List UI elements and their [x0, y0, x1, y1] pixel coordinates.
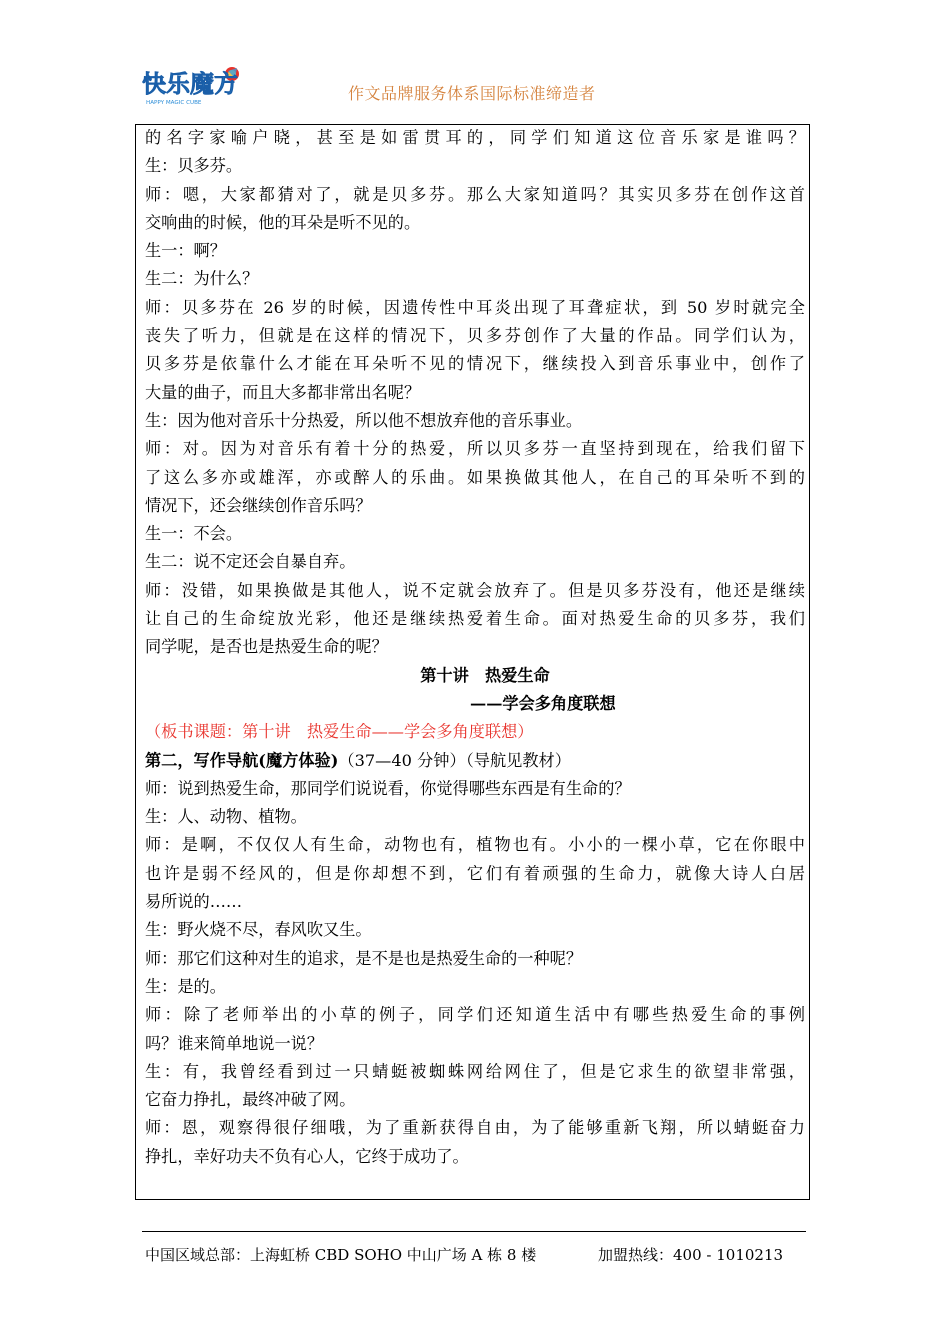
text-line: 师：嗯，大家都猜对了，就是贝多芬。那么大家知道吗？其实贝多芬在创作这首: [145, 184, 805, 204]
footer-address: 中国区域总部：上海虹桥 CBD SOHO 中山广场 A 栋 8 楼: [145, 1246, 537, 1264]
brand-logo: [140, 60, 245, 108]
section-heading-bold: 第二，写作导航(魔方体验): [145, 750, 339, 770]
text-line: 了这么多亦或雄浑，亦或醉人的乐曲。如果换做其他人，在自己的耳朵听不到的: [145, 467, 805, 487]
text-line: 生：有，我曾经看到过一只蜻蜓被蜘蛛网给网住了，但是它求生的欲望非常强，: [145, 1061, 805, 1081]
text-line: 师：恩，观察得很仔细哦，为了重新获得自由，为了能够重新飞翔，所以蜻蜓奋力: [145, 1118, 805, 1138]
footer-divider: [142, 1231, 806, 1232]
section-heading: [145, 747, 805, 775]
text-line: 生一：啊？: [145, 241, 226, 261]
text-line: 师：是啊，不仅仅人有生命，动物也有，植物也有。小小的一棵小草，它在你眼中: [145, 835, 805, 855]
text-line: 同学呢，是否也是热爱生命的呢？: [145, 637, 388, 657]
text-line: 师：除了老师举出的小草的例子，同学们还知道生活中有哪些热爱生命的事例: [145, 1005, 805, 1025]
text-line: 生：野火烧不尽，春风吹又生。: [145, 920, 372, 940]
text-line: 挣扎，幸好功夫不负有心人，它终于成功了。: [145, 1146, 469, 1166]
text-line: 也许是弱不经风的，但是你却想不到，它们有着顽强的生命力，就像大诗人白居: [145, 863, 805, 883]
logo-text: 快乐魔方: [142, 70, 238, 98]
text-line: 的名字家喻户晓，甚至是如雷贯耳的，同学们知道这位音乐家是谁吗？: [145, 128, 805, 147]
text-line: 丧失了听力，但就是在这样的情况下，贝多芬创作了大量的作品。同学们认为，: [145, 326, 805, 346]
text-line: 生二：说不定还会自暴自弃。: [145, 552, 356, 572]
text-line: 交响曲的时候，他的耳朵是听不见的。: [145, 212, 421, 232]
text-line: 生：是的。: [145, 976, 226, 996]
text-line: 让自己的生命绽放光彩，他还是继续热爱着生命。面对热爱生命的贝多芬，我们: [145, 609, 805, 629]
text-line: 师：贝多芬在 26 岁的时候，因遗传性中耳炎出现了耳聋症状，到 50 岁时就完全: [145, 297, 805, 317]
text-line: 它奋力挣扎，最终冲破了网。: [145, 1090, 356, 1110]
lesson-subtitle: ——学会多角度联想: [470, 693, 616, 713]
text-line: 贝多芬是依靠什么才能在耳朵听不见的情况下，继续投入到音乐事业中，创作了: [145, 354, 805, 374]
text-line: 生一：不会。: [145, 524, 243, 544]
text-line: 生二：为什么？: [145, 269, 259, 289]
text-line: 生：因为他对音乐十分热爱，所以他不想放弃他的音乐事业。: [145, 410, 583, 430]
section-heading-note: （37—40 分钟）（导航见教材）: [338, 750, 571, 770]
text-line: 生：人、动物、植物。: [145, 807, 307, 827]
text-line: 师：对。因为对音乐有着十分的热爱，所以贝多芬一直坚持到现在，给我们留下: [145, 439, 805, 459]
board-topic: （板书课题：第十讲 热爱生命——学会多角度联想）: [145, 722, 534, 742]
logo-subtext: HAPPY MAGIC CUBE: [146, 100, 202, 106]
text-line: 师：没错，如果换做是其他人，说不定就会放弃了。但是贝多芬没有，他还是继续: [145, 580, 805, 600]
header-slogan: 作文品牌服务体系国际标准缔造者: [348, 84, 596, 103]
lesson-content: [145, 124, 805, 1171]
footer-hotline: 加盟热线：400 - 1010213: [598, 1246, 784, 1264]
text-line: 易所说的……: [145, 892, 243, 912]
lesson-title: 第十讲 热爱生命: [420, 665, 550, 685]
text-line: 情况下，还会继续创作音乐吗？: [145, 495, 372, 515]
text-line: 师：说到热爱生命，那同学们说说看，你觉得哪些东西是有生命的？: [145, 778, 631, 798]
text-line: 生：贝多芬。: [145, 156, 243, 176]
text-line: 大量的曲子，而且大多都非常出名呢？: [145, 382, 421, 402]
text-line: 师：那它们这种对生的追求，是不是也是热爱生命的一种呢？: [145, 948, 583, 968]
text-line: 吗？谁来简单地说一说？: [145, 1033, 324, 1053]
